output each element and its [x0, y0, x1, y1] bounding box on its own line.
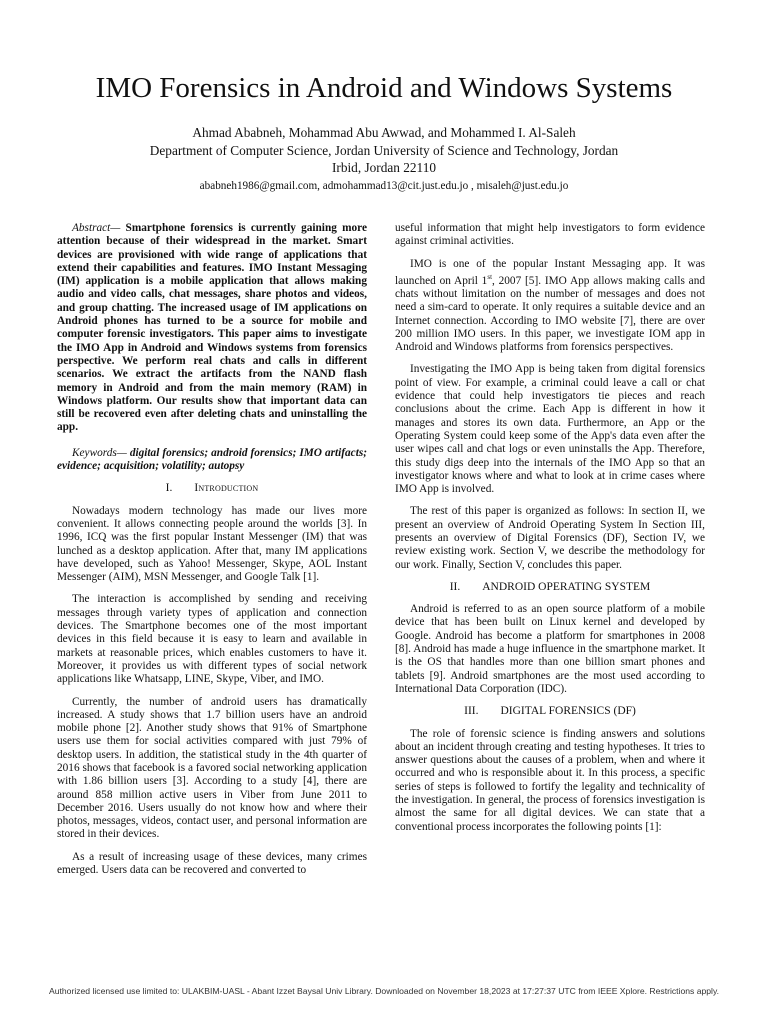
abstract-label: Abstract— — [72, 222, 121, 234]
paragraph: Currently, the number of android users has dramatically increased. A study shows that 1.7 billion users have an android mobile phone [2]. Another study shows that 91% of Smartphone users use them for social activities compared with just 79% of desktop users. In addition, the statistical study in the 4th quarter of 2016 shows that facebook is a favored social networking application with 1.86 billion users [3]. According to a study [4], there are around 858 million active users in Viber from June 2011 to December 2016. Users usually do not know how and where their photos, messages, videos, contact user, and personal information are stored in their devices. — [57, 695, 367, 841]
abstract-text: Smartphone forensics is currently gaining more attention because of their widespread in the market. Smart devices are provisioned with wide range of applications that extend their capabilities and features. IMO Instant Messaging (IM) application is a mobile application that allows making audio and video calls, chat messages, share photos and videos, and group chatting. The increased usage of IM applications on Android phones has turned to be a source for mobile and computer forensic investigators. This paper aims to investigate the IMO App in Android and Windows systems from forensics perspective. We perform real chats and calls in different scenarios. We extract the artifacts from the NAND flash memory in Android and from the main memory (RAM) in Windows platform. Our results show that important data can still be recovered even after deleting chats and uninstalling the app. — [57, 222, 367, 434]
paragraph-text: IMO is one of the popular Instant Messaging app. It was launched on April 1 — [395, 257, 705, 287]
paragraph-continued: useful information that might help investigators to form evidence against criminal activities. — [395, 222, 705, 248]
section-title: ANDROID OPERATING SYSTEM — [482, 580, 651, 593]
keywords — [57, 447, 367, 474]
section-number: III. — [464, 705, 479, 718]
author-block — [0, 124, 768, 195]
abstract — [57, 222, 367, 435]
author-emails[interactable]: ababneh1986@gmail.com, admohammad13@cit.just.edu.jo , misaleh@just.edu.jo — [199, 179, 569, 192]
author-names: Ahmad Ababneh, Mohammad Abu Awwad, and Mohammed I. Al-Saleh — [192, 125, 576, 140]
superscript: st — [487, 272, 493, 281]
keywords-text: digital forensics; android forensics; IMO artifacts; evidence; acquisition; volatility; autopsy — [57, 446, 367, 473]
paragraph: The role of forensic science is finding answers and solutions about an incident through creating and testing hypotheses. It tries to answer questions about the causes of a problem, when and where it occurred and who is responsible about it. In this process, a specific series of steps is followed to fortify the legality and technicality of the investigation. In general, the process of forensics investigation is almost the same for all digital devices. We can state that a conventional process incorporates the following points [1]: — [395, 727, 705, 833]
author-affiliation: Department of Computer Science, Jordan University of Science and Technology, Jordan — [149, 142, 619, 158]
keywords-label: Keywords— — [72, 446, 127, 459]
section-heading-android — [395, 581, 705, 594]
section-title: Introduction — [194, 482, 259, 495]
section-heading-introduction — [57, 482, 367, 495]
license-footer: Authorized licensed use limited to: ULAKBIM-UASL - Abant Izzet Baysal Univ Library. Downloaded on November 18,2023 at 17:27:37 UTC from IEEE Xplore. Restrictions apply. — [49, 986, 719, 996]
section-number: I. — [165, 482, 173, 495]
paragraph-text: , 2007 [5]. IMO App allows making calls and chats without limitation on the number of messages and does not need a sim-card to operate. It only requires a suitable device and an Internet connection. According to IMO website [7], there are over 200 million IMO users. In this paper, we investigate IOM app in Android and Windows platforms from forensics perspectives. — [395, 274, 705, 354]
left-column — [57, 222, 367, 886]
section-number: II. — [449, 580, 461, 593]
paragraph: Investigating the IMO App is being taken from digital forensics point of view. For example, a criminal could leave a call or chat evidence that could help investigators tie pieces and reach conclusions about the crime. Each App is different in how it manages and stores its own data. Furthermore, an App or the Operating System could keep some of the App's data even after the user wipes call and chat logs or even uninstalls the App. Therefore, this study digs deep into the internals of the IMO App so that an investigator knows where and what to look at in crime cases where IMO App is involved. — [395, 363, 705, 496]
paragraph: Android is referred to as an open source platform of a mobile device that has been built on Linux kernel and developed by Google. Android has become a platform for smartphones in 2008 [8]. Android has made a huge influence in the smartphone market. It is the OS that handles more than one billion smart phones and tablets [9]. Android smartphones are the most used according to International Data Corporation (IDC). — [395, 603, 705, 695]
paragraph: Nowadays modern technology has made our lives more convenient. It allows connecting people around the worlds [3]. In 1996, ICQ was the first popular Instant Messenger (IM) that was lunched as a desktop application. After that, many IM applications have developed, such as Yahoo! Messenger, Skype, AOL Instant Messenger (AIM), MSN Messenger, and Google Talk [1]. — [57, 504, 367, 584]
paragraph: The rest of this paper is organized as follows: In section II, we present an overview of Android Operating System In Section III, presents an overview of Digital Forensics (DF), Section IV, we review existing work. Section V, we describe the methodology for our work. Finally, Section V, concludes this paper. — [395, 505, 705, 571]
author-location: Irbid, Jordan 22110 — [331, 160, 437, 175]
paragraph — [395, 258, 705, 355]
paragraph: As a result of increasing usage of these devices, many crimes emerged. Users data can be recovered and converted to — [57, 850, 367, 877]
section-title: DIGITAL FORENSICS (DF) — [500, 705, 636, 718]
right-column — [395, 222, 705, 843]
section-heading-digital-forensics — [395, 705, 705, 718]
paragraph: The interaction is accomplished by sending and receiving messages through variety types of application and connection devices. The Smartphone becomes one of the most important devices in this field because it is easy to learn and available in markets at reasonable prices, which enables customers to have it. Moreover, it provides us with different types of social network applications like Whatsapp, LINE, Skype, Viber, and IMO. — [57, 593, 367, 686]
paper-title: IMO Forensics in Android and Windows Systems — [95, 72, 673, 104]
